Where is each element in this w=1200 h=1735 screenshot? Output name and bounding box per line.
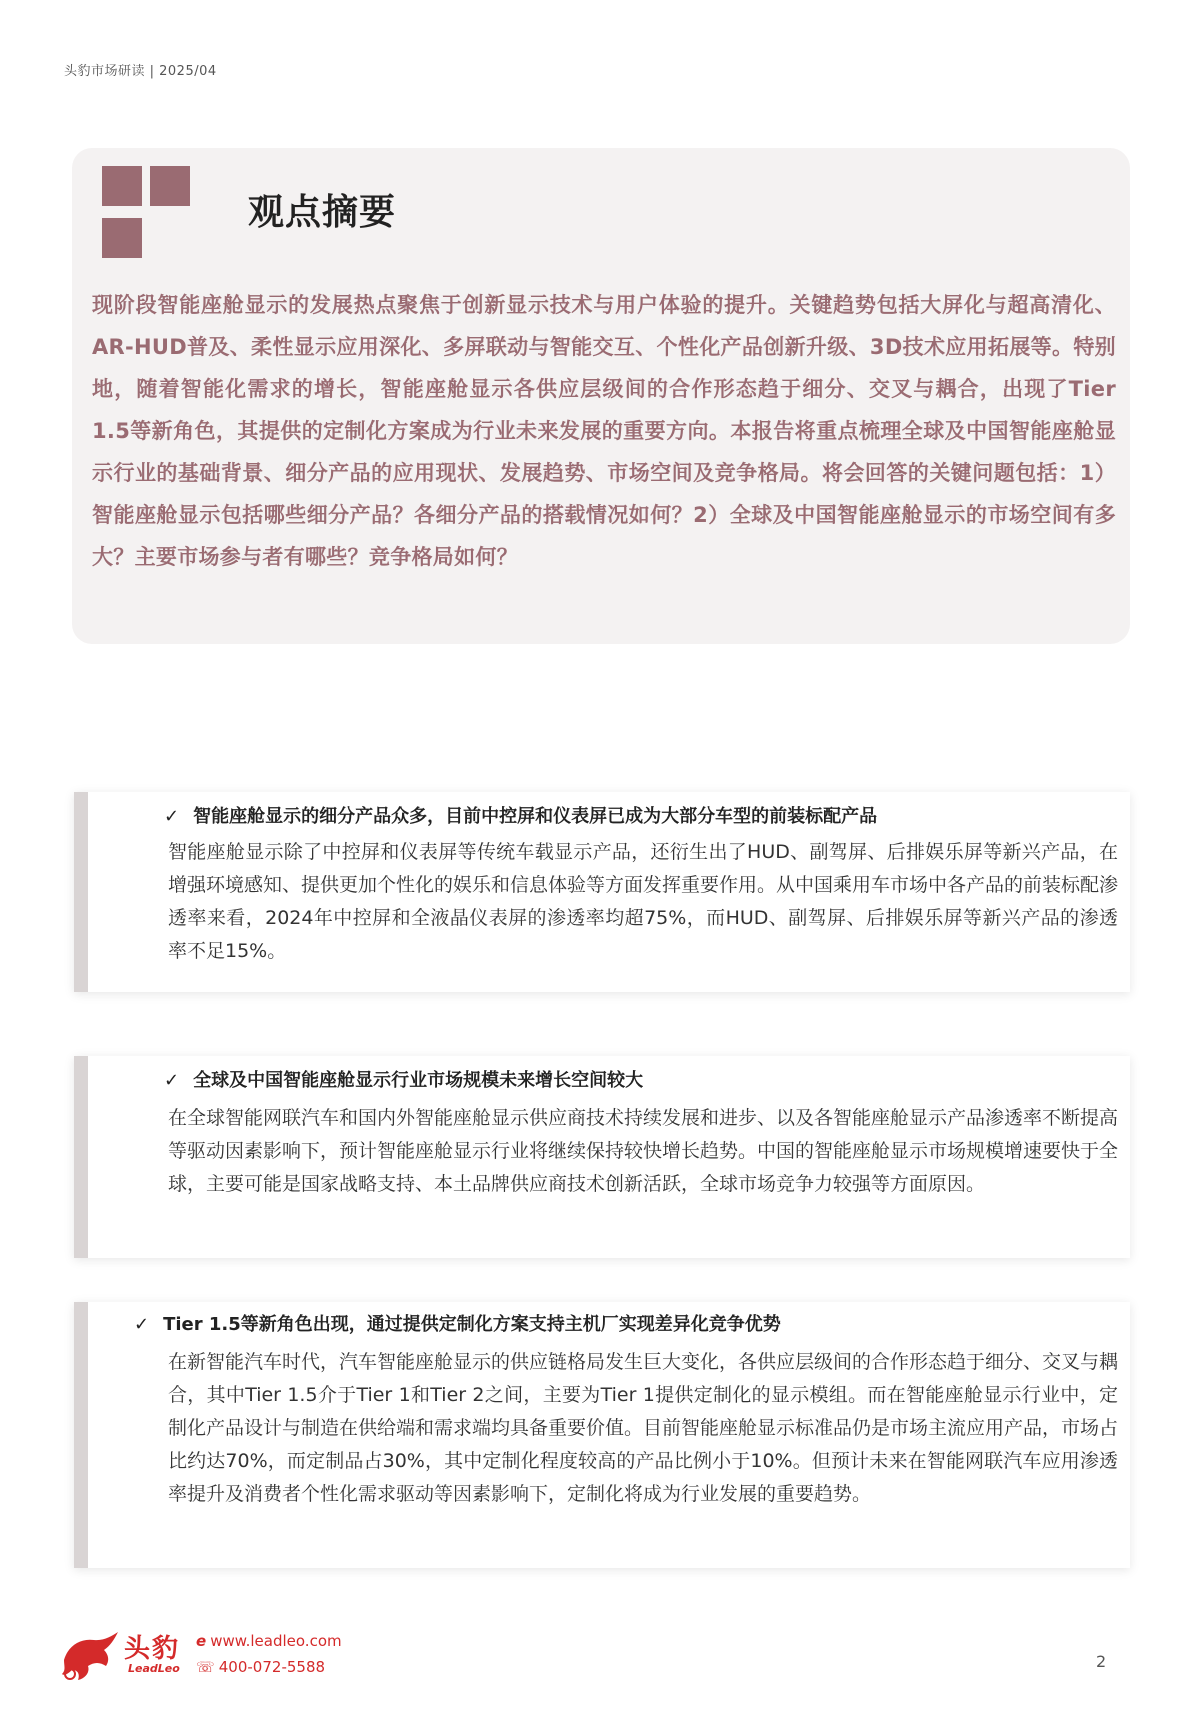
point-title-1: ✓ 智能座舱显示的细分产品众多，目前中控屏和仪表屏已成为大部分车型的前装标配产品 xyxy=(164,806,878,827)
phone-icon: ☏ xyxy=(196,1658,215,1676)
page-number: 2 xyxy=(1096,1652,1107,1671)
point-card-1 xyxy=(74,792,1130,992)
point-body-2: 在全球智能网联汽车和国内外智能座舱显示供应商技术持续发展和进步、以及各智能座舱显示产品渗透率不断提高等驱动因素影响下，预计智能座舱显示行业将继续保持较快增长趋势。中国的智能座舱显示市场规模增速要快于全球，主要可能是国家战略支持、本土品牌供应商技术创新活跃，全球市场竞争力较强等方面原因。 xyxy=(168,1107,1119,1195)
website-link[interactable]: e www.leadleo.com xyxy=(196,1632,342,1650)
summary-body: 现阶段智能座舱显示的发展热点聚焦于创新显示技术与用户体验的提升。关键趋势包括大屏化与超高清化、AR-HUD普及、柔性显示应用深化、多屏联动与智能交互、个性化产品创新升级、3D技术应用拓展等。特别地，随着智能化需求的增长，智能座舱显示各供应层级间的合作形态趋于细分、交叉与耦合，出现了Tier 1.5等新角色，其提供的定制化方案成为行业未来发展的重要方向。本报告将重点梳理全球及中国智能座舱显示行业的基础背景、细分产品的应用现状、发展趋势、市场空间及竞争格局。将会回答的关键问题包括：1）智能座舱显示包括哪些细分产品？各细分产品的搭载情况如何？2）全球及中国智能座舱显示的市场空间有多大？主要市场参与者有哪些？竞争格局如何？ xyxy=(92,293,1116,569)
point-card-3 xyxy=(74,1302,1130,1568)
check-icon: ✓ xyxy=(134,1314,150,1335)
e-globe-icon: e xyxy=(196,1632,207,1650)
report-header: 头豹市场研读 | 2025/04 xyxy=(64,64,217,79)
point-card-2 xyxy=(74,1056,1130,1258)
phone-contact: ☏ 400-072-5588 xyxy=(196,1658,326,1676)
leopard-logo-icon xyxy=(60,1630,120,1682)
point-title-3: ✓ Tier 1.5等新角色出现，通过提供定制化方案支持主机厂实现差异化竞争优势 xyxy=(134,1314,781,1335)
point-body-3: 在新智能汽车时代，汽车智能座舱显示的供应链格局发生巨大变化，各供应层级间的合作形态趋于细分、交叉与耦合，其中Tier 1.5介于Tier 1和Tier 2之间，主要为Tier 1提供定制化的显示模组。而在智能座舱显示行业中，定制化产品设计与制造在供给端和需求端均具备重要价值。目前智能座舱显示标准品仍是市场主流应用产品，市场占比约达70%，而定制品占30%，其中定制化程度较高的产品比例小于10%。但预计未来在智能网联汽车应用渗透率提升及消费者个性化需求驱动等因素影响下，定制化将成为行业发展的重要趋势。 xyxy=(168,1351,1119,1505)
summary-title: 观点摘要 xyxy=(248,192,397,233)
footer-logo xyxy=(60,1628,360,1688)
summary-card xyxy=(72,148,1130,644)
brand-name-cn: 头豹 xyxy=(124,1634,181,1664)
check-icon: ✓ xyxy=(164,1070,180,1091)
section-logo-icon xyxy=(102,166,192,266)
point-title-2: ✓ 全球及中国智能座舱显示行业市场规模未来增长空间较大 xyxy=(164,1070,644,1091)
check-icon: ✓ xyxy=(164,806,180,827)
brand-name-en: LeadLeo xyxy=(128,1662,180,1675)
point-body-1: 智能座舱显示除了中控屏和仪表屏等传统车载显示产品，还衍生出了HUD、副驾屏、后排娱乐屏等新兴产品，在增强环境感知、提供更加个性化的娱乐和信息体验等方面发挥重要作用。从中国乘用车市场中各产品的前装标配渗透率来看，2024年中控屏和全液晶仪表屏的渗透率均超75%，而HUD、副驾屏、后排娱乐屏等新兴产品的渗透率不足15%。 xyxy=(168,841,1119,962)
